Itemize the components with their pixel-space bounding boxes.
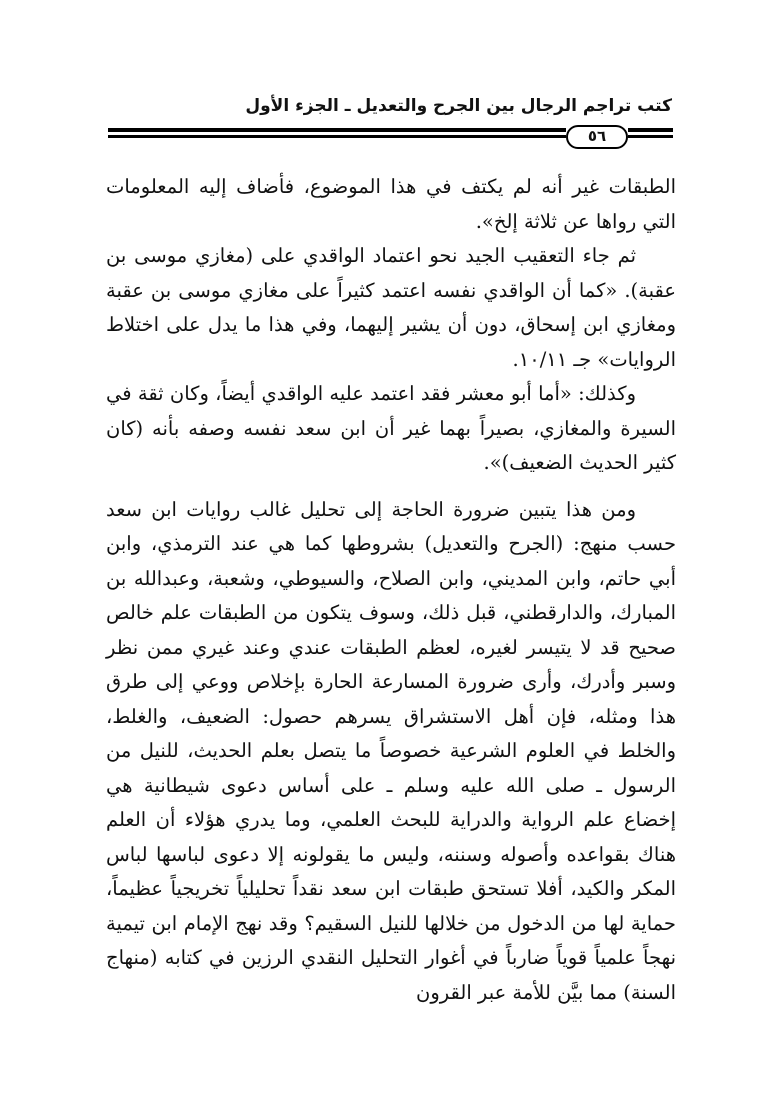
rule-tail-bottom bbox=[628, 135, 673, 138]
paragraph: ومن هذا يتبين ضرورة الحاجة إلى تحليل غالب روايات ابن سعد حسب منهج: (الجرح والتعديل) بشروطها كما هي عند الترمذي، وابن أبي حاتم، وابن المديني، وابن الصلاح، والسيوطي، وشعبة، وعبدالله بن المبارك، والدارقطني، قبل ذلك، وسوف يتكون من الطبقات علم خالص صحيح قد لا يتيسر لغيره، لعظم الطبقات عندي وعند غيري ممن نظر وسبر وأدرك، وأرى ضرورة المسارعة الحارة بإخلاص ووعي إلى طرق هذا ومثله، فإن أهل الاستشراق يسرهم حصول: الضعيف، والغلط، والخلط في العلوم الشرعية خصوصاً ما يتصل بعلم الحديث، للنيل من الرسول ـ صلى الله عليه وسلم ـ على أساس دعوى شيطانية هي إخضاع علم الرواية والدراية للبحث العلمي، وما يدري هؤلاء أن العلم هناك بقواعده وأصوله وسننه، وليس ما يقولونه إلا دعوى لباسها لباس المكر والكيد، أفلا تستحق طبقات ابن سعد نقداً تحليلياً تخريجياً عظيماً، حماية لها من الدخول من خلالها للنيل السقيم؟ وقد نهج الإمام ابن تيمية نهجاً علمياً قوياً ضارباً في أغوار التحليل النقدي الرزين في كتابه (منهاج السنة) مما بيَّن للأمة عبر القرون bbox=[106, 497, 676, 1004]
header-rule bbox=[108, 125, 673, 144]
running-header: كتب تراجم الرجال بين الجرح والتعديل ـ الجزء الأول bbox=[245, 96, 672, 116]
paragraph: الطبقات غير أنه لم يكتف في هذا الموضوع، فأضاف إليه المعلومات التي رواها عن ثلاثة إلخ». bbox=[106, 175, 676, 233]
rule-line-bottom bbox=[108, 135, 566, 138]
paragraph: وكذلك: «أما أبو معشر فقد اعتمد عليه الواقدي أيضاً، وكان ثقة في السيرة والمغازي، بصيراً بهما غير أن ابن سعد نفسه وصفه بأنه (كان كثير الحديث الضعيف)». bbox=[106, 382, 676, 474]
body-text bbox=[106, 170, 676, 1010]
rule-line-top bbox=[108, 128, 566, 132]
paragraph-gap bbox=[106, 481, 676, 493]
paragraph: ثم جاء التعقيب الجيد نحو اعتماد الواقدي على (مغازي موسى بن عقبة). «كما أن الواقدي نفسه اعتمد كثيراً على مغازي موسى بن عقبة ومغازي ابن إسحاق، دون أن يشير إليهما، وفي هذا ما يدل على اختلاط الروايات» جـ ١٠/١١. bbox=[106, 244, 676, 371]
page-number: ٥٦ bbox=[566, 125, 628, 149]
rule-tail-top bbox=[628, 128, 673, 132]
